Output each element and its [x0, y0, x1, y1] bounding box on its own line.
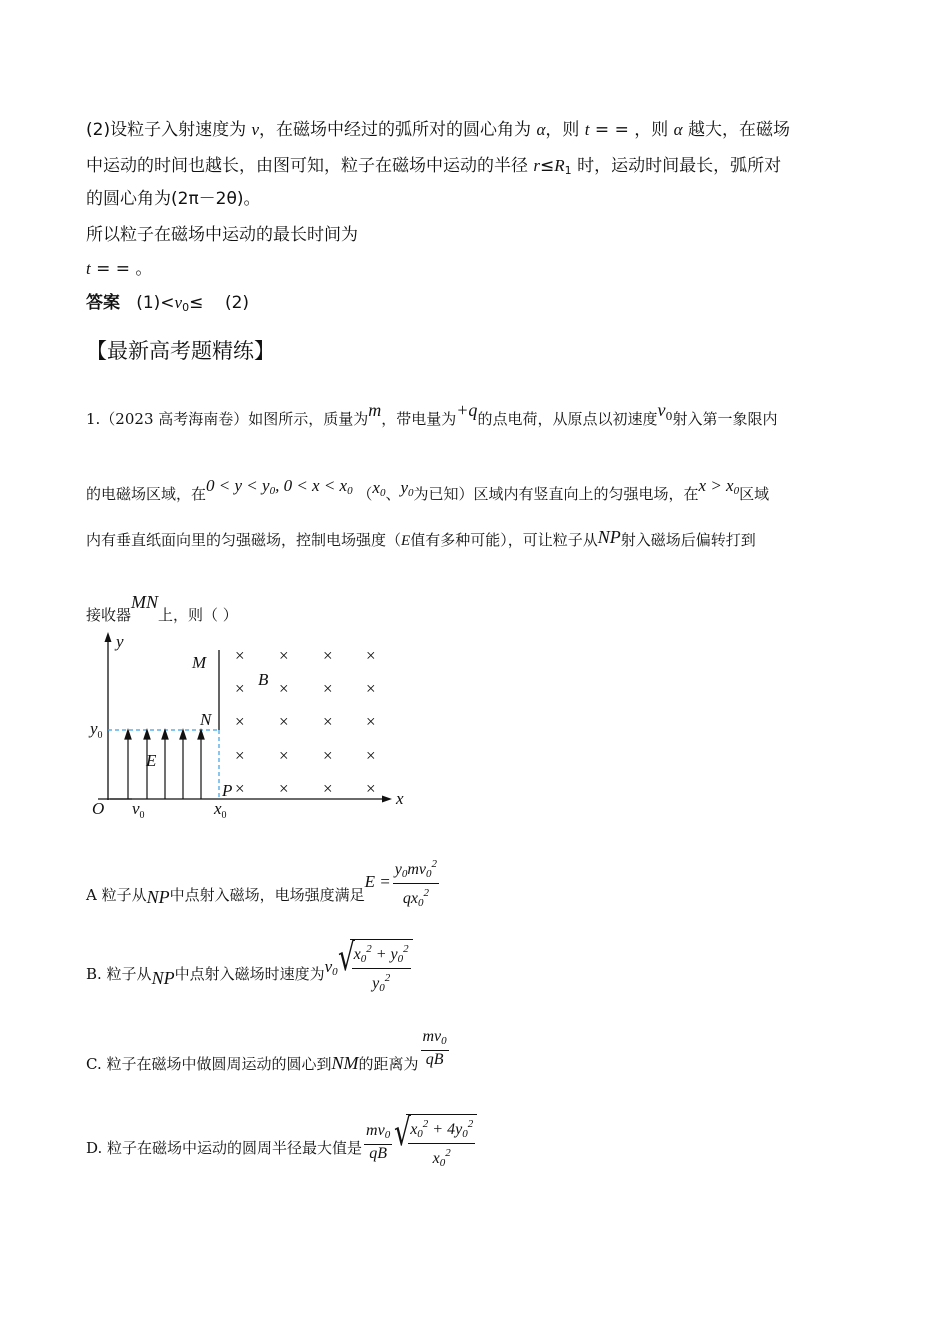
option-a-formula: $\frac{y_0mv_0^2}{qx_0^2}$ — [393, 855, 439, 912]
answer-line: 答案 $(1)<v_0\le$ (2) — [86, 293, 250, 314]
section-header: 【最新高考题精练】 — [86, 339, 275, 363]
question-line-2: 的电磁场区域，在$0 < y < y_0$, $0 < x < x_0$ （$x_0$、$y_0$为已知）区域内有竖直向上的匀强电场，在$x > x_0$区域 — [86, 476, 770, 503]
b-field-cross: × — [235, 646, 245, 665]
b-field-cross: × — [279, 779, 289, 798]
label-E: E — [146, 751, 157, 770]
question-line-1: 1.（2023 高考海南卷）如图所示，质量为m，带电量为+q的点电荷，从原点以初速度$v^0$射入第一象限内 — [86, 400, 778, 428]
label-M: M — [192, 653, 207, 672]
b-field-cross: × — [235, 712, 245, 731]
b-field-cross: × — [366, 779, 376, 798]
label-P: P — [222, 781, 233, 800]
option-c-formula: $\frac{mv_0}{qB}$ — [422, 1028, 447, 1068]
b-field-cross: × — [279, 679, 289, 698]
label-x0: $x_0$ — [214, 799, 227, 821]
label-origin: O — [92, 799, 105, 818]
label-y0: $y_0$ — [90, 719, 103, 741]
label-y-axis: y — [116, 632, 124, 651]
b-field-cross: × — [235, 779, 245, 798]
b-field-cross: × — [279, 746, 289, 765]
solution-line-3: 的圆心角为(2π－2θ)。 — [86, 189, 261, 209]
question-line-3: 内有垂直纸面向里的匀强磁场，控制电场强度（E值有多种可能），可让粒子从NP射入磁场后偏转打到 — [86, 527, 756, 549]
b-field-cross: × — [235, 746, 245, 765]
label-B: B — [258, 670, 269, 689]
b-field-cross: × — [279, 712, 289, 731]
option-d-formula-b: √ $\frac{x_0^2 + 4y_0^2}{x_0^2}$ — [394, 1112, 477, 1172]
b-field-cross: × — [366, 679, 376, 698]
solution-line-2: 中运动的时间也越长，由图可知，粒子在磁场中运动的半径 $r\le R_1$ 时，运动时间最长，弧所对 — [86, 156, 782, 177]
b-field-cross: × — [323, 746, 333, 765]
b-field-cross: × — [279, 646, 289, 665]
option-b-formula: √ $\frac{x_0^2 + y_0^2}{y_0^2}$ — [338, 937, 413, 997]
b-field-cross: × — [323, 679, 333, 698]
option-c[interactable]: C. 粒子在磁场中做圆周运动的圆心到NM的距离为 $\frac{mv_0}{qB}$ — [86, 1028, 447, 1073]
b-field-cross: × — [323, 779, 333, 798]
option-a[interactable]: A 粒子从NP中点射入磁场，电场强度满足E = $\frac{y_0mv_0^2}{qx_0^2}$ — [86, 855, 441, 912]
b-field-cross: × — [366, 712, 376, 731]
answer-label: 答案 — [86, 293, 120, 313]
solution-line-4: 所以粒子在磁场中运动的最长时间为 — [86, 225, 358, 245]
option-b[interactable]: B. 粒子从NP中点射入磁场时速度为$v_0$ √ $\frac{x_0^2 + y_0^2}{y_0^2}$ — [86, 937, 413, 997]
solution-line-5: t = = 。 — [86, 259, 153, 279]
option-d-formula-a: $\frac{mv_0}{qB}$ — [366, 1121, 391, 1162]
label-N: N — [200, 710, 212, 729]
field-diagram — [86, 628, 416, 828]
option-d[interactable]: D. 粒子在磁场中运动的圆周半径最大值是 $\frac{mv_0}{qB}$ √ $\frac{x_0^2 + 4y_0^2}{x_0^2}$ — [86, 1112, 477, 1172]
b-field-cross: × — [366, 646, 376, 665]
b-field-cross: × — [366, 746, 376, 765]
question-line-4: 接收器MN上，则（ ） — [86, 592, 238, 624]
b-field-cross: × — [235, 679, 245, 698]
b-field-cross: × — [323, 712, 333, 731]
b-field-cross: × — [323, 646, 333, 665]
label-v0: $v_0$ — [132, 799, 145, 821]
solution-line-1: (2)设粒子入射速度为 v，在磁场中经过的弧所对的圆心角为 α，则 t = = ，则 α 越大，在磁场 — [86, 120, 790, 140]
label-x-axis: x — [396, 789, 404, 808]
